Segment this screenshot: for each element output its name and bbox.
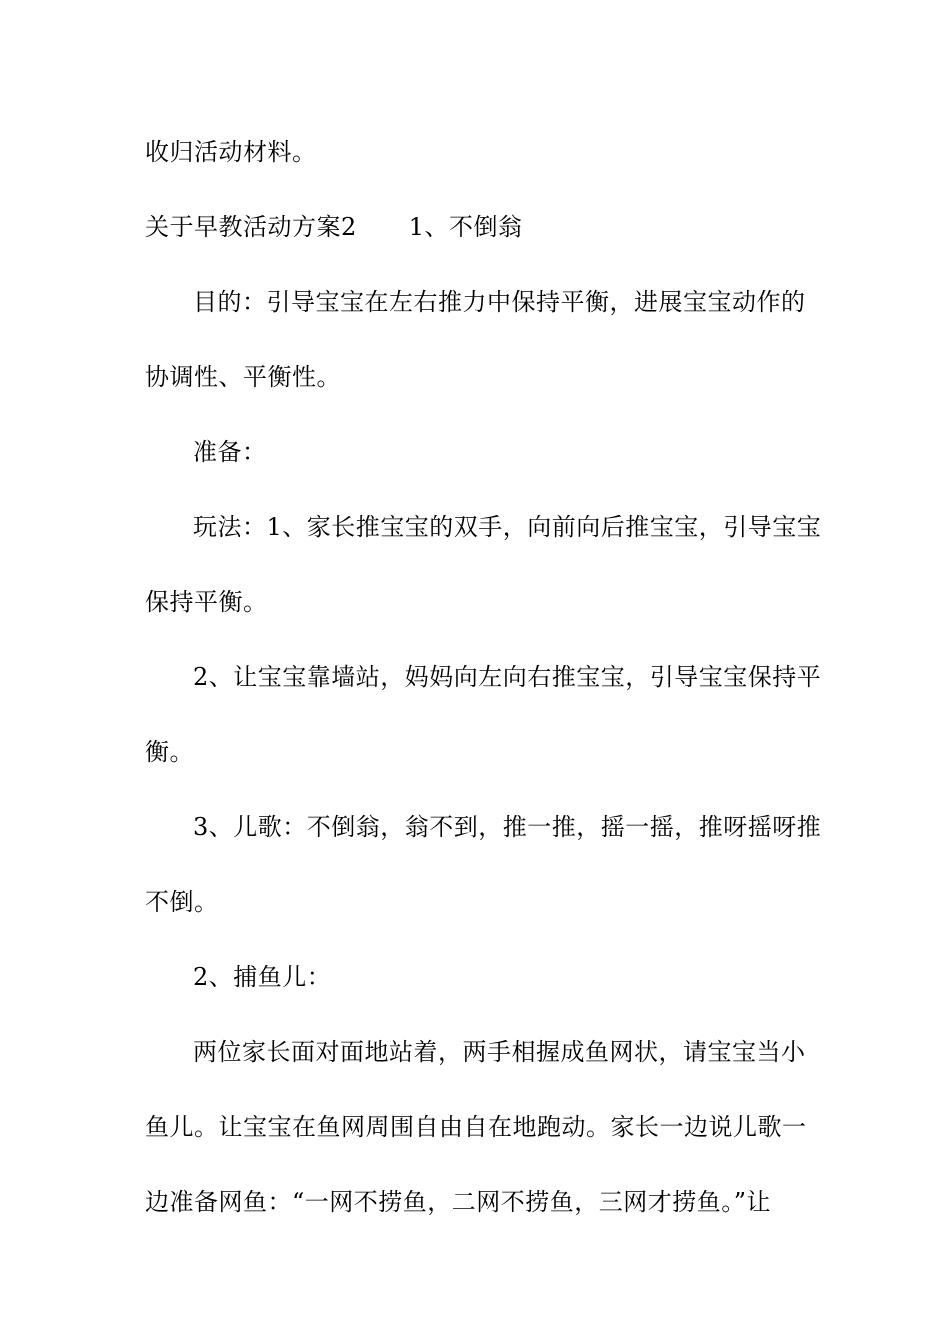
text-line-10: 3、儿歌：不倒翁，翁不到，推一推，摇一摇，推呀摇呀推: [193, 813, 822, 841]
text-line-5: 准备：: [193, 438, 267, 466]
text-line-15: 边准备网鱼：“一网不捞鱼，二网不捞鱼，三网才捞鱼。”让: [145, 1188, 772, 1216]
text-line-1: 收归活动材料。: [145, 138, 317, 166]
text-line-8: 2、让宝宝靠墙站，妈妈向左向右推宝宝，引导宝宝保持平: [193, 663, 822, 691]
text-line-13: 两位家长面对面地站着，两手相握成鱼网状，请宝宝当小: [193, 1038, 806, 1066]
section-heading: [145, 212, 523, 242]
text-line-6: 玩法：1、家长推宝宝的双手，向前向后推宝宝，引导宝宝: [193, 513, 822, 541]
activity-title-1: 1、不倒翁: [408, 213, 523, 241]
text-line-4: 协调性、平衡性。: [145, 363, 341, 391]
text-line-3: 目的：引导宝宝在左右推力中保持平衡，进展宝宝动作的: [193, 288, 806, 316]
activity-title-2: 2、捕鱼儿：: [193, 963, 332, 991]
text-line-14: 鱼儿。让宝宝在鱼网周围自由自在地跑动。家长一边说儿歌一: [145, 1113, 807, 1141]
text-line-7: 保持平衡。: [145, 588, 268, 616]
section-title: 关于早教活动方案2: [145, 213, 357, 241]
text-line-9: 衡。: [145, 738, 194, 766]
text-line-11: 不倒。: [145, 888, 219, 916]
